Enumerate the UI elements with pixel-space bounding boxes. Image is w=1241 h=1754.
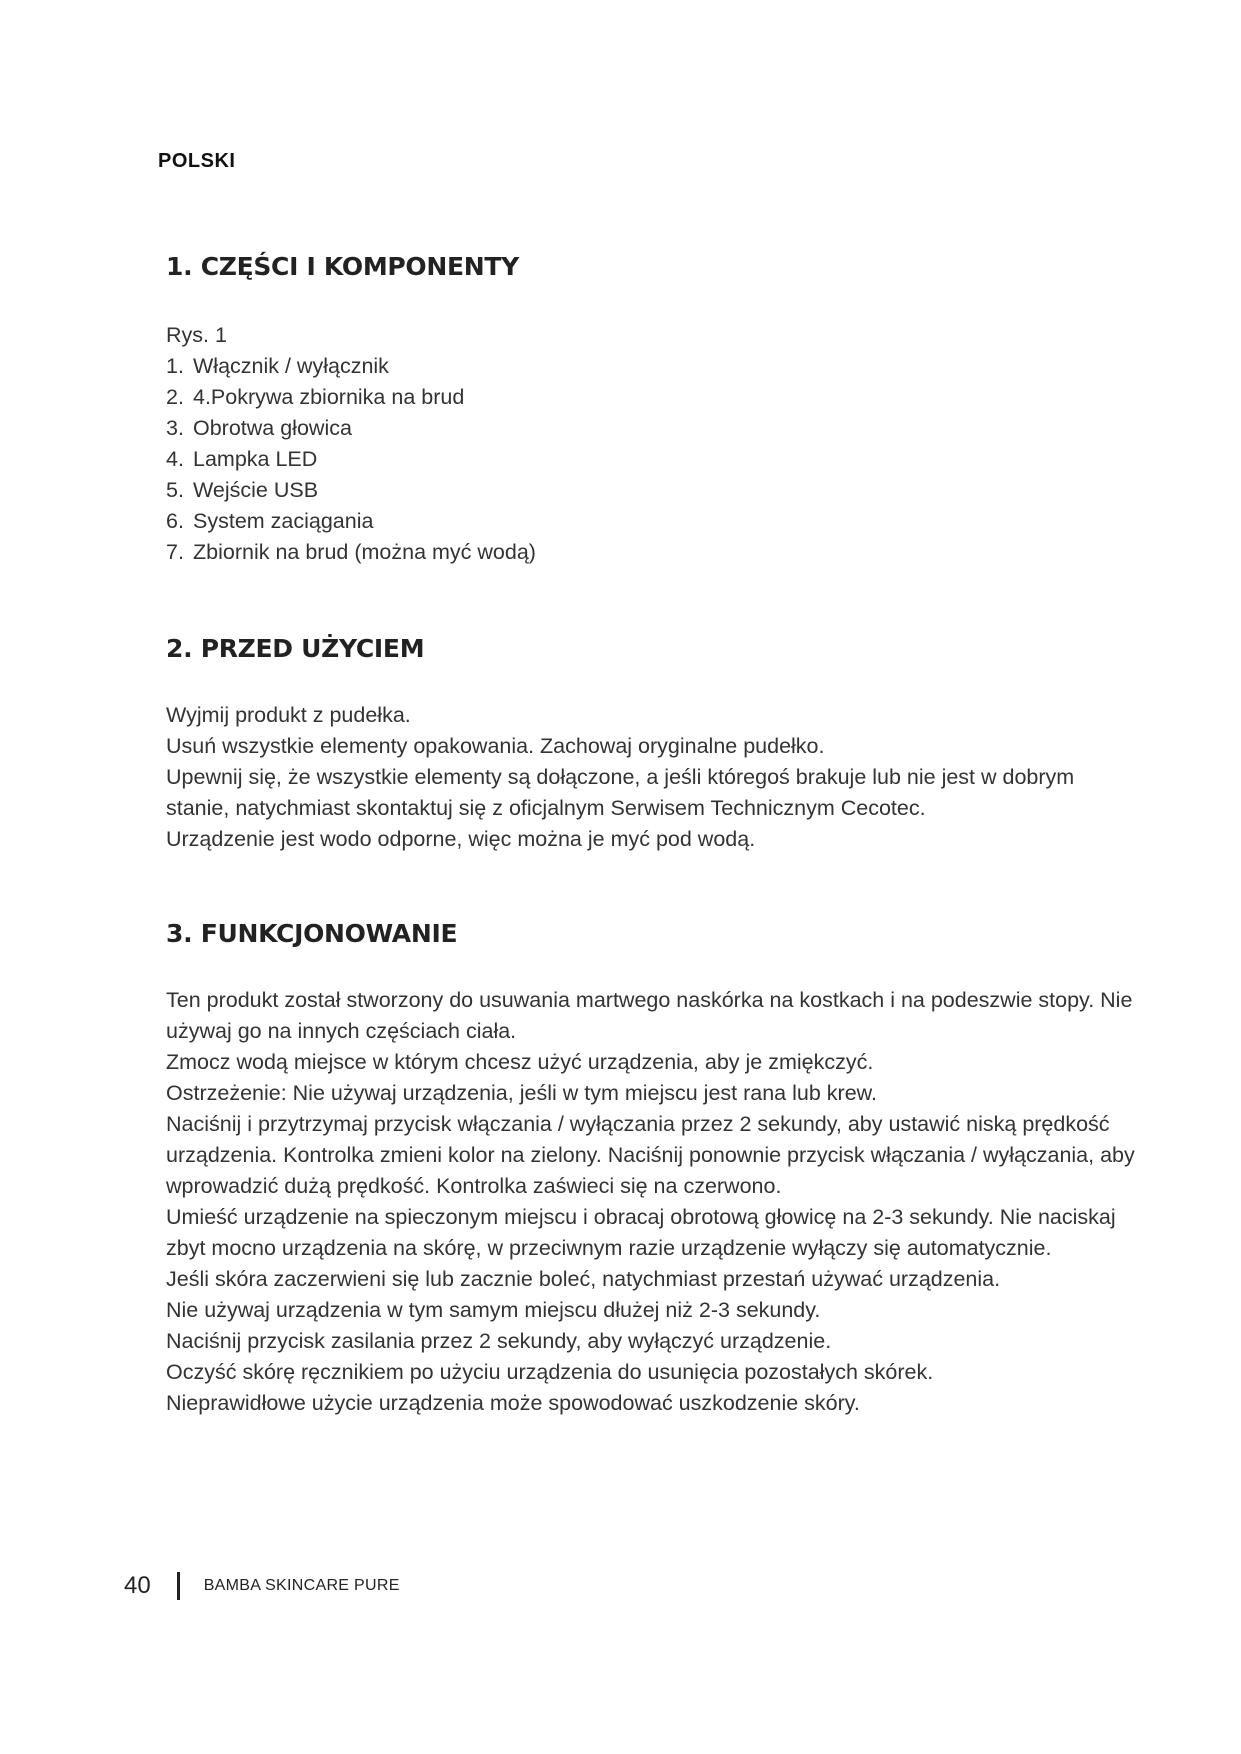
list-item <box>166 382 1136 413</box>
paragraph: Upewnij się, że wszystkie elementy są dołączone, a jeśli któregoś brakuje lub nie jest w dobrym stanie, natychmiast skontaktuj się z oficjalnym Serwisem Technicznym Cecotec. <box>166 765 1075 820</box>
paragraph: Wyjmij produkt z pudełka. <box>166 703 411 727</box>
paragraph: Ten produkt został stworzony do usuwania martwego naskórka na kostkach i na podeszwie stopy. Nie używaj go na innych częściach ciała. <box>166 988 1133 1043</box>
paragraph: Umieść urządzenie na spieczonym miejscu i obracaj obrotową głowicę na 2-3 sekundy. Nie naciskaj zbyt mocno urządzenia na skórę, w przeciwnym razie urządzenie wyłączy się automatycznie. <box>166 1205 1116 1260</box>
paragraph: Ostrzeżenie: Nie używaj urządzenia, jeśli w tym miejscu jest rana lub krew. <box>166 1081 877 1105</box>
footer-divider <box>177 1572 180 1600</box>
figure-reference: Rys. 1 <box>166 323 227 347</box>
paragraph: Usuń wszystkie elementy opakowania. Zachowaj oryginalne pudełko. <box>166 734 825 758</box>
list-item-number: 4. <box>166 447 184 471</box>
list-item <box>166 413 1136 444</box>
paragraph: Naciśnij i przytrzymaj przycisk włączania / wyłączania przez 2 sekundy, aby ustawić niską prędkość urządzenia. Kontrolka zmieni kolor na zielony. Naciśnij ponownie przycisk włączania / wyłączania, aby wprowadzić dużą prędkość. Kontrolka zaświeci się na czerwono. <box>166 1112 1135 1198</box>
paragraph: Zmocz wodą miejsce w którym chcesz użyć urządzenia, aby je zmiękczyć. <box>166 1050 874 1074</box>
list-item <box>166 444 1136 475</box>
paragraph: Naciśnij przycisk zasilania przez 2 sekundy, aby wyłączyć urządzenie. <box>166 1329 832 1353</box>
parts-body <box>166 320 1136 568</box>
list-item-number: 2. <box>166 385 184 409</box>
list-item-text: Obrotwa głowica <box>193 416 352 440</box>
page-footer <box>124 1572 400 1600</box>
list-item-number: 3. <box>166 416 184 440</box>
list-item-text: 4.Pokrywa zbiornika na brud <box>193 385 465 409</box>
paragraph: Urządzenie jest wodo odporne, więc można je myć pod wodą. <box>166 827 756 851</box>
language-label: POLSKI <box>158 150 236 172</box>
section-heading-operation: 3. FUNKCJONOWANIE <box>166 919 458 948</box>
list-item-text: System zaciągania <box>193 509 374 533</box>
list-item <box>166 506 1136 537</box>
section-heading-parts: 1. CZĘŚCI I KOMPONENTY <box>166 252 519 281</box>
list-item <box>166 537 1136 568</box>
section-before-use <box>166 634 1136 855</box>
list-item-text: Lampka LED <box>193 447 318 471</box>
list-item-number: 5. <box>166 478 184 502</box>
list-item-text: Włącznik / wyłącznik <box>193 354 389 378</box>
list-item-text: Zbiornik na brud (można myć wodą) <box>193 540 536 564</box>
list-item-number: 6. <box>166 509 184 533</box>
paragraph: Nie używaj urządzenia w tym samym miejscu dłużej niż 2-3 sekundy. <box>166 1298 821 1322</box>
list-item-number: 7. <box>166 540 184 564</box>
paragraph: Nieprawidłowe użycie urządzenia może spowodować uszkodzenie skóry. <box>166 1391 860 1415</box>
operation-body <box>166 985 1136 1419</box>
section-operation <box>166 919 1136 1419</box>
paragraph: Oczyść skórę ręcznikiem po użyciu urządzenia do usunięcia pozostałych skórek. <box>166 1360 934 1384</box>
parts-list <box>166 351 1136 568</box>
list-item <box>166 351 1136 382</box>
before-use-body <box>166 700 1136 855</box>
list-item-number: 1. <box>166 354 184 378</box>
page-number: 40 <box>124 1572 151 1599</box>
section-parts-components <box>166 252 1136 568</box>
section-heading-before-use: 2. PRZED UŻYCIEM <box>166 634 425 663</box>
list-item <box>166 475 1136 506</box>
list-item-text: Wejście USB <box>193 478 319 502</box>
product-name: BAMBA SKINCARE PURE <box>203 1577 400 1594</box>
paragraph: Jeśli skóra zaczerwieni się lub zacznie boleć, natychmiast przestań używać urządzenia. <box>166 1267 1001 1291</box>
